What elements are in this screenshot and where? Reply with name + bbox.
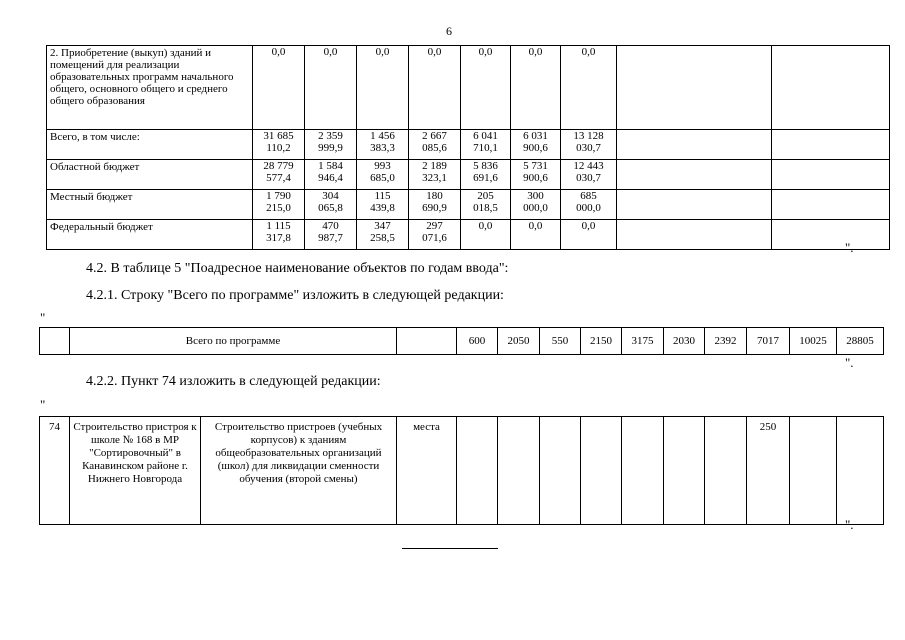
page-number: 6 — [446, 24, 452, 38]
value-cell — [305, 160, 357, 190]
value-line: 6 041 — [473, 130, 498, 142]
value-line: 28 779 — [263, 160, 294, 172]
empty-cell — [617, 160, 772, 190]
row-label: Всего, в том числе: — [47, 130, 253, 160]
empty-cell — [617, 190, 772, 220]
closing-quote: ". — [845, 240, 854, 255]
value-cell — [253, 160, 305, 190]
value-line: 258,5 — [370, 232, 395, 244]
value-cell — [305, 190, 357, 220]
total-value-cell: 2050 — [498, 328, 540, 355]
value-line: 993 — [374, 160, 391, 172]
empty-cell — [772, 160, 890, 190]
table-row — [40, 417, 884, 525]
value-line: 12 443 — [573, 160, 604, 172]
value-cell — [357, 220, 409, 250]
empty-cell — [622, 417, 664, 525]
value-line: 347 — [374, 220, 391, 232]
table-row — [47, 220, 890, 250]
value-cell — [409, 130, 461, 160]
value-cell — [511, 160, 561, 190]
value-line: 000,0 — [576, 202, 601, 214]
value-cell — [357, 160, 409, 190]
empty-cell — [664, 417, 705, 525]
value-line: 0,0 — [581, 220, 596, 232]
value-line: 999,9 — [318, 142, 343, 154]
value-line: 2 189 — [422, 160, 447, 172]
value-cell — [409, 190, 461, 220]
paragraph-4-2-1: 4.2.1. Строку "Всего по программе" изложить в следующей редакции: — [86, 288, 504, 303]
value-line: 1 584 — [318, 160, 343, 172]
paragraph-4-2: 4.2. В таблице 5 "Поадресное наименование объектов по годам ввода": — [86, 261, 509, 276]
closing-quote: ". — [845, 355, 854, 370]
value-cell — [305, 46, 357, 130]
value-line: 691,6 — [473, 172, 498, 184]
value-line: 071,6 — [422, 232, 447, 244]
value-line: 13 128 — [573, 130, 604, 142]
value-cell — [357, 190, 409, 220]
value-cell — [305, 130, 357, 160]
item-number: 74 — [40, 417, 70, 525]
total-value-cell: 7017 — [747, 328, 790, 355]
total-row-table — [39, 327, 884, 355]
value-line: 470 — [322, 220, 339, 232]
value-line: 690,9 — [422, 202, 447, 214]
value-cell — [357, 46, 409, 130]
empty-cell — [498, 417, 540, 525]
value-cell — [461, 190, 511, 220]
table-row — [47, 160, 890, 190]
value-line: 110,2 — [266, 142, 291, 154]
value-cell — [561, 160, 617, 190]
value-cell — [461, 130, 511, 160]
value-cell — [305, 220, 357, 250]
empty-cell — [837, 417, 884, 525]
value-line: 0,0 — [581, 46, 596, 58]
empty-cell — [581, 417, 622, 525]
total-value-cell: 550 — [540, 328, 581, 355]
empty-cell — [772, 130, 890, 160]
value-cell — [461, 220, 511, 250]
total-value-cell: 3175 — [622, 328, 664, 355]
value-line: 205 — [477, 190, 494, 202]
closing-quote: ". — [845, 517, 854, 532]
value-line: 0,0 — [528, 46, 543, 58]
value-line: 31 685 — [263, 130, 294, 142]
value-cell — [253, 130, 305, 160]
divider-line — [402, 548, 498, 549]
value-cell — [511, 130, 561, 160]
value-line: 317,8 — [266, 232, 291, 244]
value-line: 215,0 — [266, 202, 291, 214]
value-line: 5 836 — [473, 160, 498, 172]
value-line: 987,7 — [318, 232, 343, 244]
empty-cell — [617, 130, 772, 160]
value-line: 1 115 — [266, 220, 291, 232]
total-value-cell: 10025 — [790, 328, 837, 355]
total-value-cell: 2150 — [581, 328, 622, 355]
empty-cell — [790, 417, 837, 525]
value-line: 900,6 — [523, 142, 548, 154]
value-line: 900,6 — [523, 172, 548, 184]
value-cell — [461, 46, 511, 130]
value-line: 0,0 — [478, 220, 493, 232]
table-row — [47, 130, 890, 160]
value-line: 6 031 — [523, 130, 548, 142]
value-line: 685 — [580, 190, 597, 202]
table-row — [47, 190, 890, 220]
value-line: 030,7 — [576, 172, 601, 184]
value-line: 685,0 — [370, 172, 395, 184]
empty-cell — [772, 46, 890, 130]
opening-quote: " — [40, 310, 46, 325]
value-line: 710,1 — [473, 142, 498, 154]
value-line: 577,4 — [266, 172, 291, 184]
empty-cell — [457, 417, 498, 525]
row-label: Местный бюджет — [47, 190, 253, 220]
value-cell — [561, 46, 617, 130]
value-line: 018,5 — [473, 202, 498, 214]
paragraph-4-2-2: 4.2.2. Пункт 74 изложить в следующей редакции: — [86, 374, 381, 389]
value-line: 0,0 — [427, 46, 442, 58]
value-cell — [253, 220, 305, 250]
row-label: 2. Приобретение (выкуп) зданий и помещений для реализации образовательных программ начального общего, основного общего и среднего общего образования — [47, 46, 253, 130]
value-line: 0,0 — [375, 46, 390, 58]
value-line: 115 — [374, 190, 391, 202]
value-line: 1 790 — [266, 190, 291, 202]
value-cell — [511, 46, 561, 130]
empty-cell — [540, 417, 581, 525]
value-line: 946,4 — [318, 172, 343, 184]
value-line: 300 — [527, 190, 544, 202]
item-value-cell: 250 — [747, 417, 790, 525]
value-line: 065,8 — [318, 202, 343, 214]
value-line: 0,0 — [528, 220, 543, 232]
table-cell — [40, 328, 70, 355]
value-line: 0,0 — [478, 46, 493, 58]
value-line: 383,3 — [370, 142, 395, 154]
value-line: 000,0 — [523, 202, 548, 214]
table-cell — [397, 328, 457, 355]
value-line: 2 667 — [422, 130, 447, 142]
empty-cell — [772, 190, 890, 220]
total-label: Всего по программе — [70, 328, 397, 355]
value-cell — [253, 190, 305, 220]
value-line: 439,8 — [370, 202, 395, 214]
total-value-cell: 28805 — [837, 328, 884, 355]
value-cell — [561, 220, 617, 250]
empty-cell — [617, 46, 772, 130]
total-value-cell: 2030 — [664, 328, 705, 355]
value-line: 030,7 — [576, 142, 601, 154]
value-cell — [461, 160, 511, 190]
value-cell — [357, 130, 409, 160]
item-description: Строительство пристроев (учебных корпусов) к зданиям общеобразовательных организаций (школ) для ликвидации сменности обучения (второй смены) — [201, 417, 397, 525]
item-name: Строительство пристроя к школе № 168 в МР "Сортировочный" в Канавинском районе г. Нижнего Новгорода — [70, 417, 201, 525]
value-line: 304 — [322, 190, 339, 202]
row-label: Областной бюджет — [47, 160, 253, 190]
table-row — [40, 328, 884, 355]
empty-cell — [772, 220, 890, 250]
funding-table — [46, 45, 890, 250]
value-line: 297 — [426, 220, 443, 232]
total-value-cell: 2392 — [705, 328, 747, 355]
value-line: 2 359 — [318, 130, 343, 142]
value-line: 1 456 — [370, 130, 395, 142]
item-74-table — [39, 416, 884, 525]
opening-quote: " — [40, 397, 46, 412]
value-cell — [561, 130, 617, 160]
value-line: 0,0 — [323, 46, 338, 58]
value-line: 085,6 — [422, 142, 447, 154]
empty-cell — [617, 220, 772, 250]
value-cell — [409, 160, 461, 190]
value-cell — [409, 46, 461, 130]
item-unit: места — [397, 417, 457, 525]
value-cell — [511, 190, 561, 220]
value-line: 0,0 — [271, 46, 286, 58]
value-cell — [561, 190, 617, 220]
value-line: 5 731 — [523, 160, 548, 172]
empty-cell — [705, 417, 747, 525]
value-line: 180 — [426, 190, 443, 202]
value-cell — [409, 220, 461, 250]
table-row — [47, 46, 890, 130]
value-line: 323,1 — [422, 172, 447, 184]
value-cell — [511, 220, 561, 250]
value-cell — [253, 46, 305, 130]
row-label: Федеральный бюджет — [47, 220, 253, 250]
total-value-cell: 600 — [457, 328, 498, 355]
